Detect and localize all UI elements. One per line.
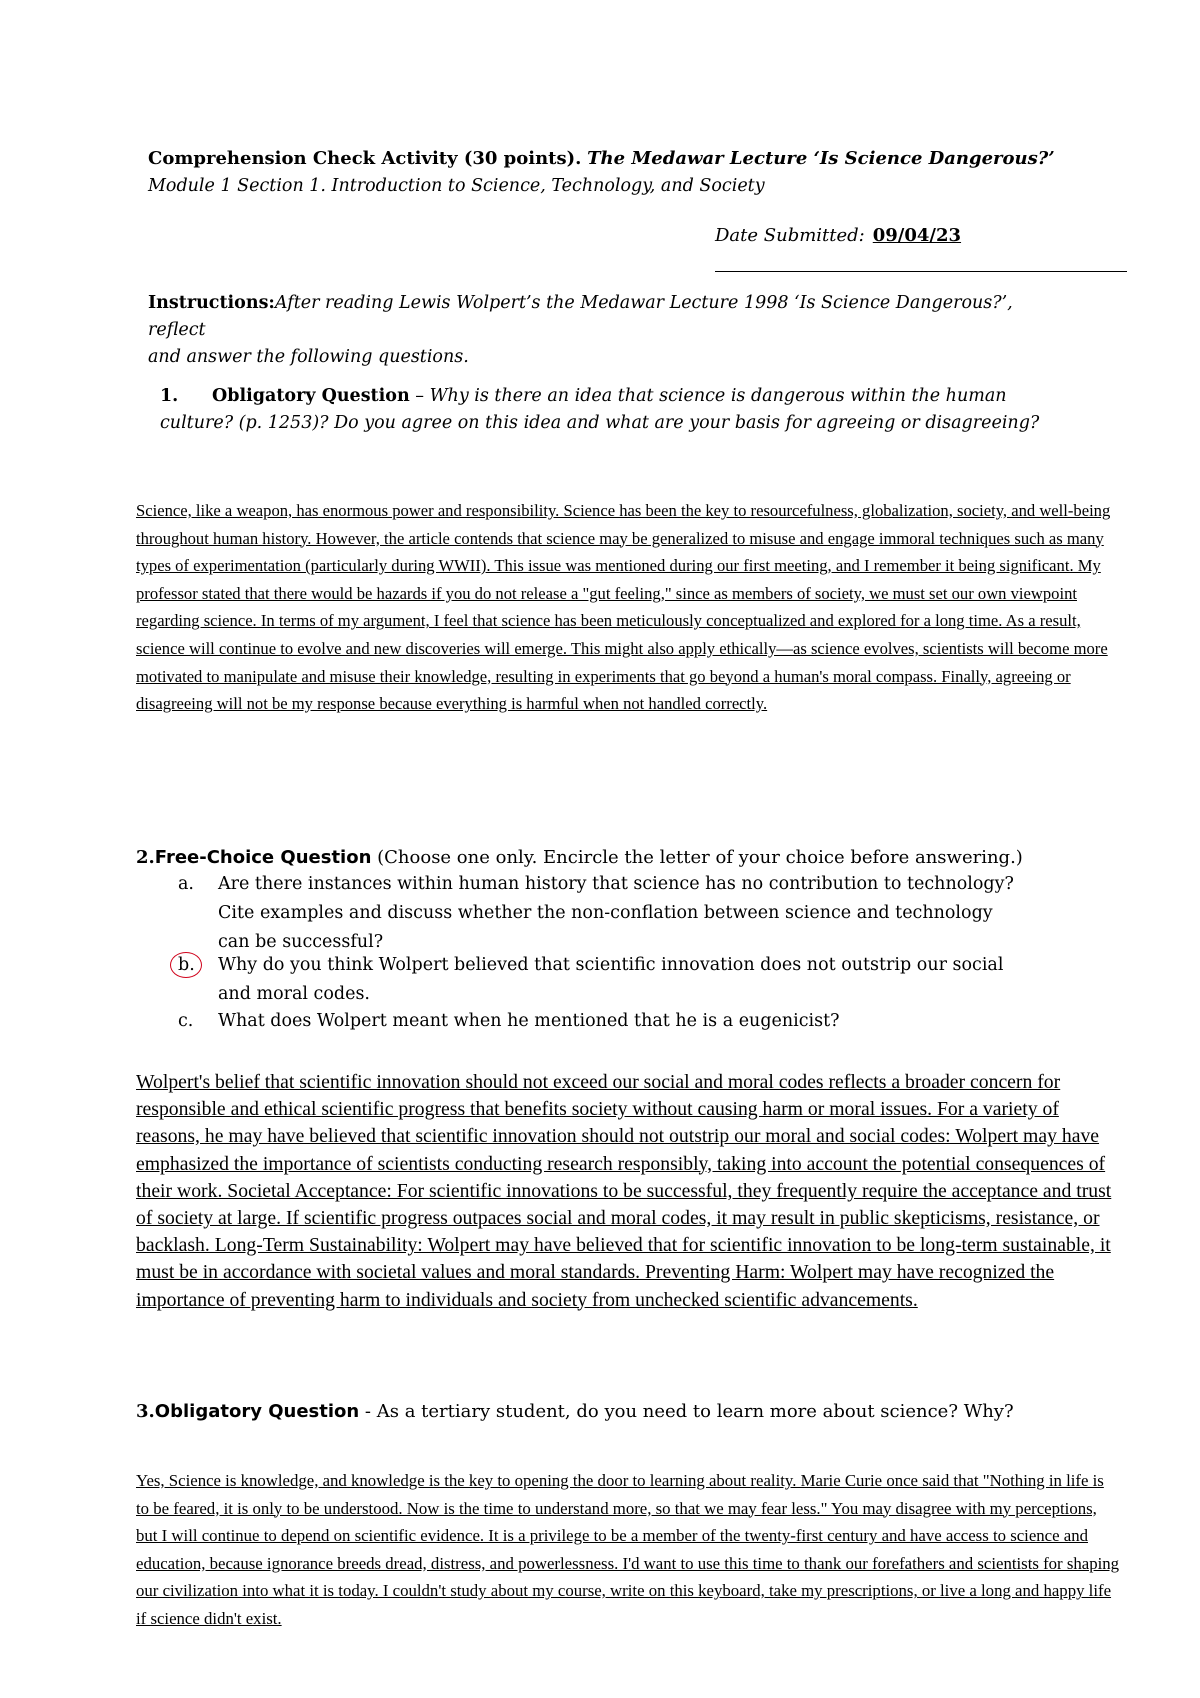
option-letter: c. <box>178 1011 194 1031</box>
question-3-label: Obligatory Question <box>154 1401 360 1422</box>
answer-3: Yes, Science is knowledge, and knowledge is the key to opening the door to learning about reality. Marie Curie once said that "Nothing in life is to be feared, it is only to be understood. Now is the time to understand more, so that we may fear less." You may disagree with my perceptions, but I will continue to depend on scientific evidence. It is a privilege to be a member of the twenty-first century and have access to science and education, because ignorance breeds dread, distress, and powerlessness. I'd want to use this time to thank our forefathers and scientists for shaping our civilization into what it is today. I couldn't study about my course, write on this keyboard, take my prescriptions, or live a long and happy life if science didn't exist. <box>136 1471 1120 1628</box>
module-line: Module 1 Section 1. Introduction to Science, Technology, and Society <box>148 176 765 196</box>
question-1-label: Obligatory Question <box>212 386 410 406</box>
question-1-number: 1. <box>160 386 179 406</box>
title-bold: Comprehension Check Activity (30 points). <box>148 148 582 169</box>
question-3-number: 3. <box>136 1401 155 1422</box>
option-text: Are there instances within human history that science has no contribution to technology? Cite examples and discuss whether the non-conflation between science and technology can be successful? <box>218 874 1014 952</box>
title-italic: The Medawar Lecture ‘Is Science Dangerous?’ <box>587 148 1055 169</box>
question-1 <box>160 383 1080 437</box>
option-letter: b. <box>178 955 195 975</box>
answer-1: Science, like a weapon, has enormous power and responsibility. Science has been the key to resourcefulness, globalization, society, and well-being throughout human history. However, the article contends that science may be generalized to misuse and engage immoral techniques such as many types of experimentation (particularly during WWII). This issue was mentioned during our first meeting, and I remember it being significant. My professor stated that there would be hazards if you do not release a "gut feeling," since as members of society, we must set our own viewpoint regarding science. In terms of my argument, I feel that science has been meticulously conceptualized and explored for a long time. As a result, science will continue to evolve and new discoveries will emerge. This might also apply ethically—as science evolves, scientists will become more motivated to manipulate and misuse their knowledge, resulting in experiments that go beyond a human's moral compass. Finally, agreeing or disagreeing will not be my response because everything is harmful when not handled correctly. <box>136 501 1111 714</box>
question-3-dash: - <box>359 1401 377 1422</box>
instructions-text-3: and answer the following questions. <box>148 347 469 367</box>
instructions-text-2: reflect <box>148 320 206 340</box>
question-3-text: As a tertiary student, do you need to learn more about science? Why? <box>376 1401 1014 1422</box>
option-text: What does Wolpert meant when he mentioned that he is a eugenicist? <box>218 1011 840 1031</box>
question-2-note: (Choose one only. Encircle the letter of your choice before answering.) <box>371 847 1023 868</box>
date-rule <box>715 271 1127 272</box>
option-letter: a. <box>178 874 194 894</box>
option-text: Why do you think Wolpert believed that scientific innovation does not outstrip our social and moral codes. <box>218 955 1004 1004</box>
selection-circle <box>170 952 202 978</box>
date-value: 09/04/23 <box>872 225 962 246</box>
date-submitted <box>715 225 961 246</box>
answer-2: Wolpert's belief that scientific innovation should not exceed our social and moral codes reflects a broader concern for responsible and ethical scientific progress that benefits society without causing harm or moral issues. For a variety of reasons, he may have believed that scientific innovation should not outstrip our moral and social codes: Wolpert may have emphasized the importance of scientists conducting research responsibly, taking into account the potential consequences of their work. Societal Acceptance: For scientific innovations to be successful, they frequently require the acceptance and trust of society at large. If scientific progress outpaces social and moral codes, it may result in public skepticisms, resistance, or backlash. Long-Term Sustainability: Wolpert may have believed that for scientific innovation to be long-term sustainable, it must be in accordance with societal values and moral standards. Preventing Harm: Wolpert may have recognized the importance of preventing harm to individuals and society from unchecked scientific advancements. <box>136 1071 1112 1311</box>
question-1-dash: – <box>409 386 430 406</box>
date-label: Date Submitted: <box>715 225 865 246</box>
question-2-label: Free-Choice Question <box>154 847 372 868</box>
question-2 <box>136 843 1136 872</box>
question-2-number: 2. <box>136 847 155 868</box>
instructions <box>148 290 1128 371</box>
question-1-text: Why is there an idea that science is dangerous within the human culture? (p. 1253)? Do you agree on this idea and what are your basis for agreeing or disagreeing? <box>160 386 1040 433</box>
instructions-label: Instructions: <box>148 293 275 313</box>
question-3 <box>136 1397 1136 1426</box>
instructions-text-1: After reading Lewis Wolpert’s the Medawar Lecture 1998 ‘Is Science Dangerous?’, <box>274 293 1013 313</box>
document-title <box>148 148 1055 169</box>
